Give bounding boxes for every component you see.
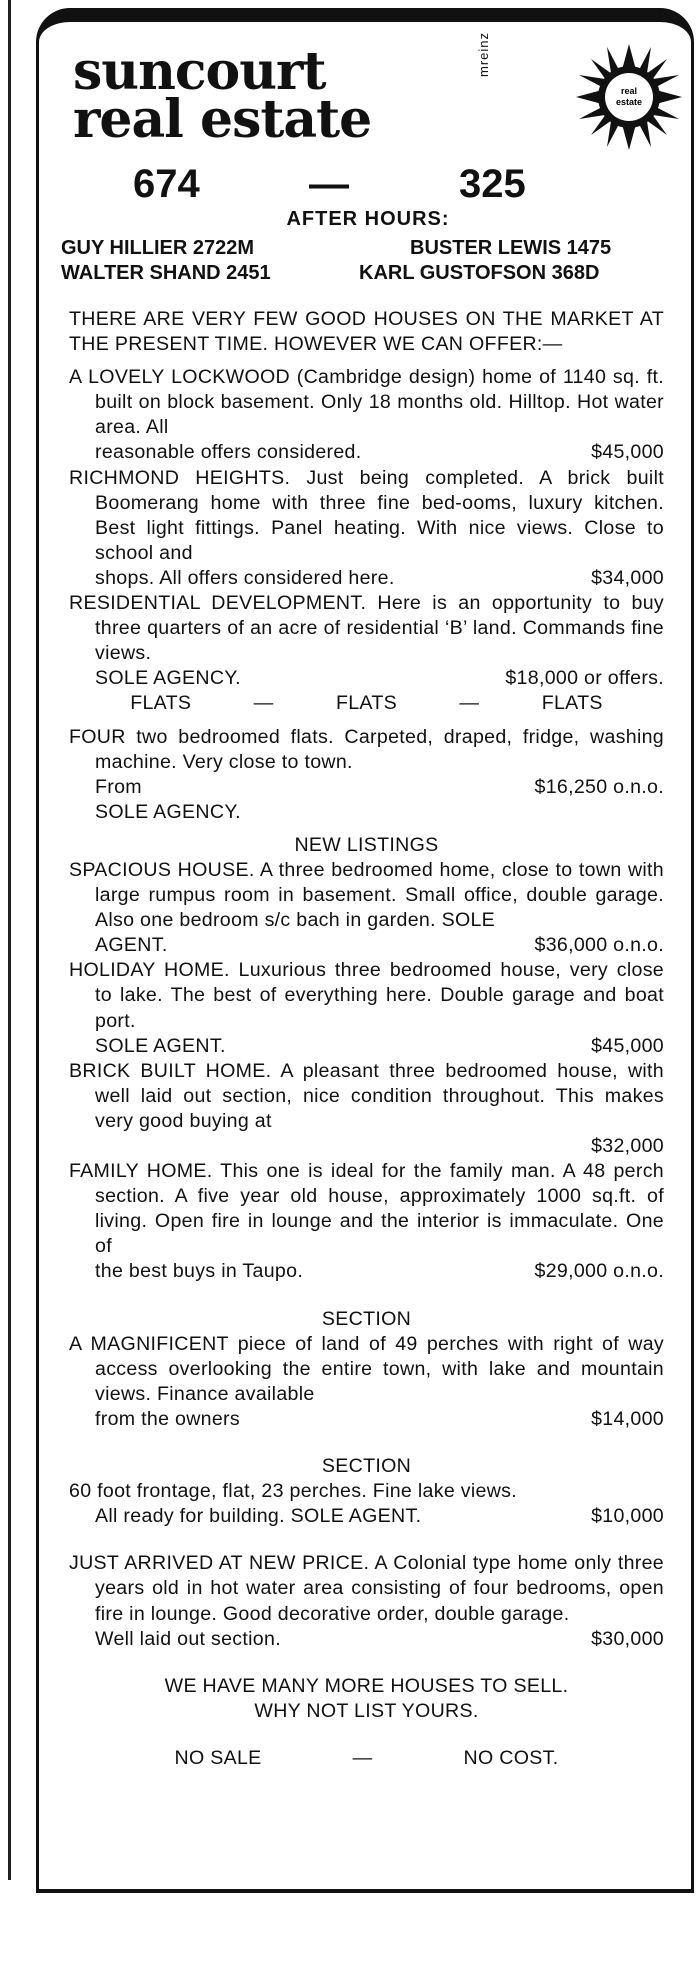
contact-walter-shand: WALTER SHAND 2451	[61, 262, 271, 284]
new-listings-heading: NEW LISTINGS	[294, 833, 439, 856]
listing-text: RICHMOND HEIGHTS. Just being completed. A brick built Boomerang home with three fine bed-ooms, luxury kitchen. Best light fittings. Panel heating. With nice views. Close to school and	[69, 466, 664, 564]
listing-tail: SOLE AGENCY.	[95, 667, 241, 690]
phone-dash: —	[309, 162, 349, 206]
listing-holiday-home	[69, 958, 664, 1058]
brand-line-2: real estate	[73, 89, 372, 150]
listing-tail: SOLE AGENT.	[95, 1034, 226, 1057]
flats-word: FLATS	[335, 692, 397, 715]
listing-text: 60 foot frontage, flat, 23 perches. Fine lake views.	[69, 1480, 517, 1503]
listing-text: BRICK BUILT HOME. A pleasant three bedroomed house, with well laid out section, nice condition throughout. This makes very good buying at	[69, 1059, 664, 1132]
listing-text: HOLIDAY HOME. Luxurious three bedroomed house, very close to lake. The best of everything here. Double garage and boat port.	[69, 959, 664, 1032]
listing-colonial	[69, 1551, 664, 1651]
listing-tail: shops. All offers considered here.	[95, 566, 395, 589]
sun-logo-icon	[574, 42, 684, 152]
listing-tail: from the owners	[95, 1407, 240, 1430]
flats-word: FLATS	[541, 692, 603, 715]
mreinz-mark: mreinz	[476, 31, 491, 77]
contact-buster-lewis: BUSTER LEWIS 1475	[410, 237, 612, 259]
contact-karl-gustofson: KARL GUSTOFSON 368D	[359, 262, 600, 284]
advertisement	[36, 8, 694, 1893]
listing-lake-views-section	[69, 1479, 664, 1529]
listing-price: $34,000	[591, 566, 664, 589]
listing-price: $29,000 o.n.o.	[534, 1260, 664, 1283]
listing-richmond-heights	[69, 466, 664, 591]
closing-footer	[69, 1746, 664, 1771]
listing-agency: SOLE AGENCY.	[95, 800, 241, 823]
listing-lockwood	[69, 365, 664, 465]
listing-price: $18,000 or offers.	[505, 667, 664, 690]
listing-magnificent-land	[69, 1332, 664, 1432]
after-hours-heading: AFTER HOURS:	[286, 208, 450, 230]
phone-suffix: 325	[459, 162, 526, 206]
listing-text: FAMILY HOME. This one is ideal for the family man. A 48 perch section. A five year old house, approximately 1000 sq.ft. of living. Open fire in lounge and the interior is immaculate. One of	[69, 1160, 664, 1258]
brand-logotype	[73, 41, 372, 150]
listing-brick-built-home	[69, 1059, 664, 1159]
footer-dash: —	[352, 1746, 373, 1769]
listing-family-home	[69, 1159, 664, 1284]
logo-text-estate: estate	[615, 97, 643, 107]
listing-price: $10,000	[591, 1505, 664, 1528]
listing-price: $32,000	[591, 1135, 664, 1157]
listing-text: JUST ARRIVED AT NEW PRICE. A Colonial type home only three years old in hot water area consisting of four bedrooms, open fire in lounge. Good decorative order, double garage.	[69, 1552, 664, 1625]
contact-guy-hillier: GUY HILLIER 2722M	[61, 237, 255, 259]
listings-body	[69, 307, 664, 1771]
listing-tail: AGENT.	[95, 934, 168, 957]
listing-price: $16,250 o.n.o.	[534, 775, 664, 798]
column-rule	[8, 0, 11, 1880]
listing-tail: Well laid out section.	[95, 1627, 281, 1650]
listing-four-flats	[69, 725, 664, 825]
listing-price: $45,000	[591, 1034, 664, 1057]
logo-text-real: real	[620, 86, 638, 96]
listing-tail: From	[95, 775, 142, 798]
listing-spacious-house	[69, 858, 664, 958]
flats-word: FLATS	[130, 692, 192, 715]
intro-text: THERE ARE VERY FEW GOOD HOUSES ON THE MARKET AT THE PRESENT TIME. HOWEVER WE CAN OFFER:—	[69, 308, 664, 356]
flats-dash: —	[459, 692, 480, 715]
closing-line-1: WE HAVE MANY MORE HOUSES TO SELL.	[164, 1674, 569, 1697]
listing-price: $30,000	[591, 1627, 664, 1650]
no-sale: NO SALE	[174, 1746, 262, 1769]
listing-price: $45,000	[591, 441, 664, 464]
no-cost: NO COST.	[463, 1746, 559, 1769]
listing-text: A LOVELY LOCKWOOD (Cambridge design) home of 1140 sq. ft. built on block basement. Only 18 months old. Hilltop. Hot water area. All	[69, 366, 664, 439]
brand-line-1: suncourt	[73, 41, 326, 102]
phone-prefix: 674	[133, 162, 200, 206]
listing-text: SPACIOUS HOUSE. A three bedroomed home, close to town with large rumpus room in basement. Small office, double garage. Also one bedroom s/c bach in garden. SOLE	[69, 858, 664, 932]
flats-banner	[69, 691, 664, 716]
listing-tail: All ready for building. SOLE AGENT.	[95, 1505, 422, 1528]
listing-text: A MAGNIFICENT piece of land of 49 perches with right of way access overlooking the entire town, with lake and mountain views. Finance available	[69, 1332, 664, 1405]
listing-tail: reasonable offers considered.	[95, 441, 362, 464]
listing-text: FOUR two bedroomed flats. Carpeted, draped, fridge, washing machine. Very close to town.	[69, 725, 664, 773]
closing-line-2: WHY NOT LIST YOURS.	[254, 1699, 479, 1722]
listing-price: $36,000 o.n.o.	[534, 934, 664, 957]
flats-dash: —	[253, 692, 274, 715]
listing-residential-development	[69, 591, 664, 691]
section-heading-2: SECTION	[321, 1455, 412, 1478]
section-heading-1: SECTION	[321, 1307, 412, 1330]
listing-text: RESIDENTIAL DEVELOPMENT. Here is an opportunity to buy three quarters of an acre of residential ‘B’ land. Commands fine views.	[69, 592, 664, 665]
listing-price: $14,000	[591, 1407, 664, 1430]
listing-tail: the best buys in Taupo.	[95, 1260, 304, 1283]
